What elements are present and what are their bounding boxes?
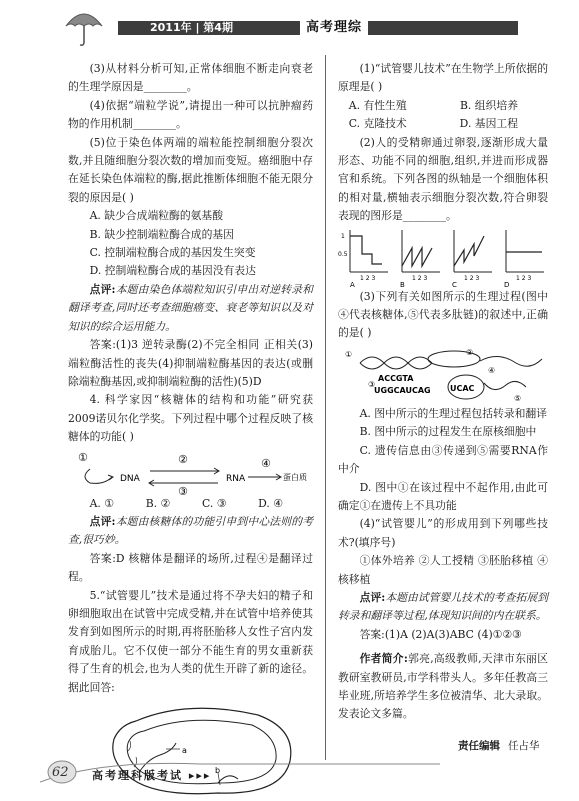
option-b: B. 缺少控制端粒酶合成的基因 [89,227,234,241]
process-3-label: ③ [178,484,188,495]
right-column [338,60,548,724]
svg-text:1 2 3: 1 2 3 [464,274,480,282]
graph-d [504,230,544,288]
svg-text:①: ① [345,349,353,359]
svg-text:②: ② [466,347,474,357]
answer-3: 答案:(1)A (2)A(3)ABC (4)①②③ [359,627,522,641]
svg-text:1: 1 [341,232,345,240]
editor-credit: 责任编辑 任占华 [458,740,540,752]
option-1c: C. 克隆技术 [348,117,407,131]
transcription-translation-diagram [338,343,548,405]
svg-text:A: A [350,280,355,288]
question-5-text: (5)位于染色体两端的端粒能控制细胞分裂次数,并且随细胞分裂次数的增加而变短。癌细胞中存在延长染色体端粒的酶,据此推断体细胞不能无限分裂的原因是( ) [68,135,313,204]
comment-3: 点评:本题由试管婴儿技术的考查拓展到转录和翻译等过程,体现知识间的内在联系。 [338,590,548,623]
issue-label: 2011年 | 第4期 [150,21,233,34]
header-brand: 高考理综 [300,19,368,37]
question-4-text: (4)依据“端粒学说”,请提出一种可以抗肿瘤药物的作用机制________。 [68,98,313,131]
options-4 [68,495,313,513]
svg-text:C: C [452,280,457,288]
option-3a: A. 图中所示的生理过程包括转录和翻译 [359,406,548,420]
cell-volume-graphs [338,226,548,288]
option-3b: B. 图中所示的过程发生在原核细胞中 [359,425,537,439]
option-1a: A. 有性生殖 [348,98,407,112]
label-b: b [215,766,221,775]
option-4d: D. ④ [258,496,283,510]
svg-text:D: D [504,280,510,288]
mrna-sequence: UGGCAUCAG [374,385,431,395]
graph-b [400,230,440,288]
graph-c [452,230,492,288]
answer-2: 答案:D 核糖体是翻译的场所,过程④是翻译过程。 [68,551,313,584]
svg-text:1 2 3: 1 2 3 [360,274,376,282]
protein-label: 蛋白质 [283,472,307,482]
sub-question-3: (3)下列有关如图所示的生理过程(图中④代表核糖体,⑤代表多肽链)的叙述中,正确的是( ) [338,289,548,340]
svg-text:⑤: ⑤ [514,393,522,403]
central-dogma-diagram [68,447,313,495]
option-c: C. 控制端粒酶合成的基因发生突变 [89,246,256,260]
label-a: a [182,746,187,755]
page-header [0,0,579,48]
svg-text:1 2 3: 1 2 3 [412,274,428,282]
question-3-text: (3)从材料分析可知,正常体细胞不断走向衰老的生理学原因是________。 [68,62,313,94]
technique-list: ①体外培养 ②人工授精 ③胚胎移植 ④核移植 [338,554,548,586]
answer-1: 答案:(1)3 逆转录酶(2)不完全相同 正相关(3)端粒酶活性的丧失(4)抑制端粒酶基因的表达(或删除端粒酶基因,或抑制端粒酶的活性)(5)D [68,338,313,388]
footer-brand: 高考理科版考试 ▸▸▸ [92,769,212,782]
sub-question-1: (1)“试管婴儿技术”在生物学上所依据的原理是( ) [338,62,548,94]
option-3c: C. 遗传信息由③传递到⑤需要RNA作中介 [338,443,548,476]
dna-sequence: ACCGTA [378,373,414,383]
option-3d: D. 图中①在该过程中不起作用,由此可确定①在遗传上不具功能 [338,480,548,512]
question-4: 4. 科学家因“核糖体的结构和功能”研究获2009诺贝尔化学奖。下列过程中哪个过程反映了核糖体的功能( ) [68,393,313,444]
svg-text:1 2 3: 1 2 3 [516,274,532,282]
process-4-label: ④ [261,456,271,470]
rna-label: RNA [226,473,246,484]
option-a: A. 缺少合成端粒酶的氨基酸 [89,209,224,223]
options-1-row1 [338,97,548,115]
column-divider [325,55,326,760]
svg-text:③: ③ [368,379,376,389]
option-1b: B. 组织培养 [460,98,518,112]
sub-question-2: (2)人的受精卵通过卵裂,逐渐形成大量形态、功能不同的细胞,组织,并进而形成器官和系统。下列各图的纵轴是一个细胞体积的相对量,横轴表示细胞分裂次数,符合卵裂表现的图形是________。 [338,135,548,223]
svg-text:④: ④ [488,365,496,375]
options-1-row2 [338,115,548,133]
dna-label: DNA [120,473,140,484]
sub-question-4: (4)“试管婴儿”的形成用到下列哪些技术?(填序号) [338,517,548,549]
comment-2: 点评:本题由核糖体的功能引申到中心法则的考查,很巧妙。 [68,514,313,547]
comment-1: 点评:本题由染色体端粒知识引申出对逆转录和翻译考查,同时还考查细胞癌变、衰老等知识以及对知识的综合运用能力。 [68,282,313,333]
process-2-label: ② [178,452,188,466]
option-1d: D. 基因工程 [459,117,518,131]
svg-text:B: B [400,280,405,288]
option-4a: A. ① [89,496,114,510]
option-4b: B. ② [145,496,171,510]
graph-a [338,230,388,288]
svg-text:UCAC: UCAC [450,383,475,393]
question-5: 5.“试管婴儿”技术是通过将不孕夫妇的精子和卵细胞取出在试管中完成受精,并在试管中培养使其发育到如图所示的时期,再将胚胎移人女性子宫内发育成胎儿。它不仅使一部分不能生育的男女重新获得了生育的机会,也为人类的优生开辟了新的途径。据此回答: [68,588,313,694]
page-number: 62 [52,765,69,780]
option-4c: C. ③ [201,496,227,510]
svg-text:0.5: 0.5 [338,250,348,258]
process-1-label: ① [78,450,88,464]
left-column [68,60,313,801]
umbrella-icon [62,4,106,48]
author-bio: 作者简介:郭亮,高级教师,天津市东丽区教研室教研员,市学科带头人。多年任教高三毕业班,所培养学生多位被清华、北大录取。发表论文多篇。 [338,652,548,721]
option-d: D. 控制端粒酶合成的基因没有表达 [89,264,256,278]
